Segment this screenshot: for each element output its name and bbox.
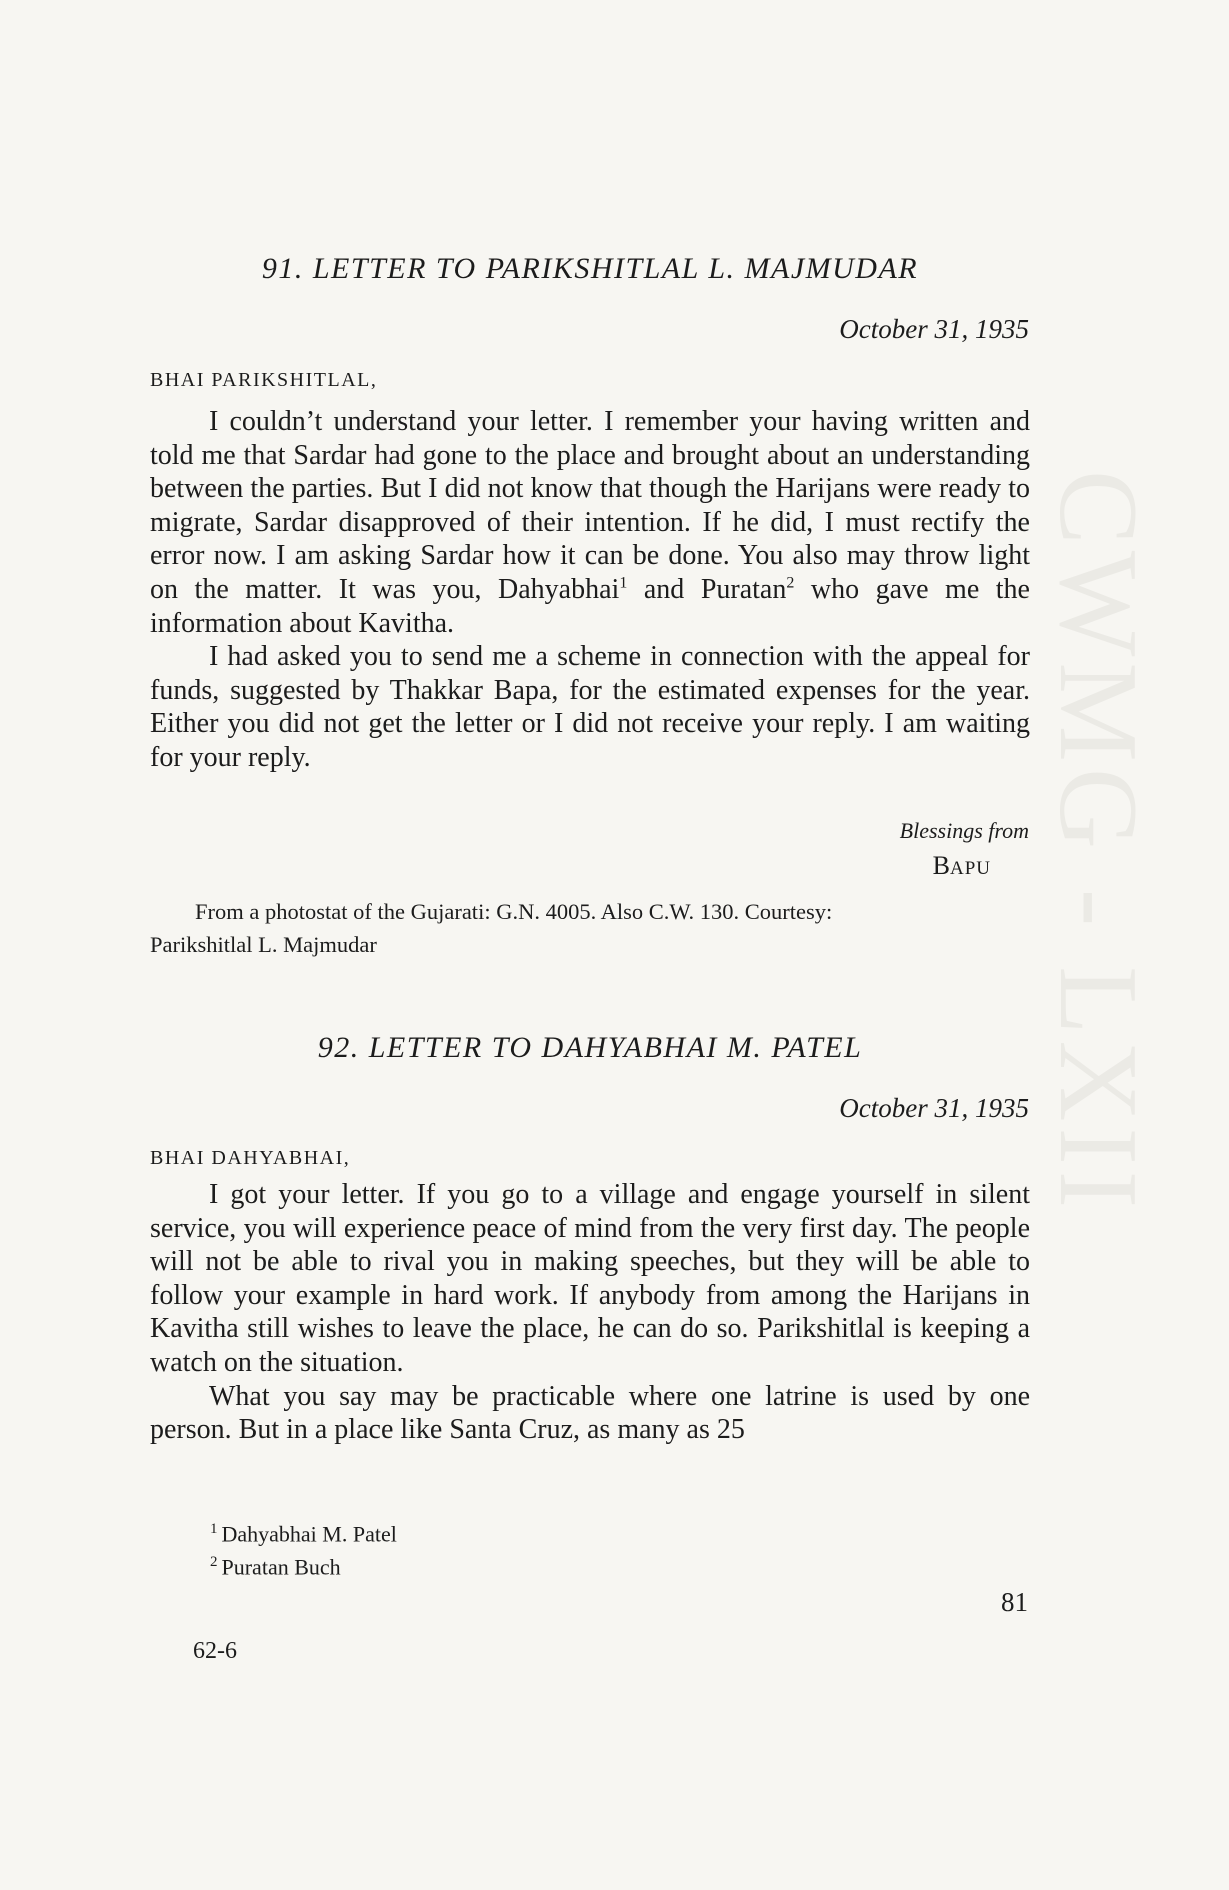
footnote-ref-2: 2 [786, 574, 795, 592]
letter-92-paragraph-2: What you say may be practicable where one latrine is used by one person. But in a place like Santa Cruz, as many as 25 [150, 1380, 1030, 1446]
closing-blessings: Blessings from [899, 818, 1029, 843]
letter-92-heading: 92. LETTER TO DAHYABHAI M. PATEL [317, 1031, 863, 1064]
letter-91-paragraph-1: I couldn’t understand your letter. I remember your having written and told me that Sardar had gone to the place and brought about an understanding between the parties. But I did not know that though the Harijans were ready to migrate, Sardar disapproved of their intention. If he did, I must rectify the error now. I am asking Sardar how it can be done. You also may throw light on the matter. It was you, Dahyabhai$^1$ and Puratan$^2$ who gave me the information about Kavitha. [150, 406, 1030, 639]
letter-92-body [150, 1178, 1030, 1447]
letter-92-date: October 31, 1935 [839, 1093, 1029, 1123]
footnotes [210, 1515, 397, 1582]
footnote-ref-1: 1 [619, 574, 628, 592]
source-line-1: From a photostat of the Gujarati: G.N. 4005. Also C.W. 130. Courtesy: [195, 899, 833, 924]
watermark-text: CWMG - LXII [1036, 470, 1160, 1215]
letter-91-date: October 31, 1935 [839, 314, 1029, 344]
letter-91-source-note [150, 895, 1030, 961]
letter-91-salutation: BHAI PARIKSHITLAL, [150, 369, 378, 391]
printer-signature-mark: 62-6 [193, 1638, 237, 1664]
letter-92-salutation: BHAI DAHYABHAI, [150, 1147, 351, 1169]
footnote-1: $^1$ Dahyabhai M. Patel [210, 1521, 397, 1547]
letter-91-heading: 91. LETTER TO PARIKSHITLAL L. MAJMUDAR [261, 252, 919, 285]
signature-bapu: BAPU [932, 851, 991, 880]
source-line-2: Parikshitlal L. Majmudar [150, 932, 377, 957]
page-number: 81 [1001, 1587, 1028, 1617]
letter-91-body [150, 405, 1030, 775]
letter-91-paragraph-2: I had asked you to send me a scheme in connection with the appeal for funds, suggested by Thakkar Bapa, for the estimated expenses for the year. Either you did not get the letter or I did not receive your reply. I am waiting for your reply. [150, 641, 1030, 773]
letter-92-paragraph-1: I got your letter. If you go to a village and engage yourself in silent service, you will experience peace of mind from the very first day. The people will not be able to rival you in making speeches, but they will be able to follow your example in hard work. If anybody from among the Harijans in Kavitha still wishes to leave the place, he can do so. Parikshitlal is keeping a watch on the situation. [150, 1179, 1030, 1378]
footnote-2: $^2$ Puratan Buch [210, 1554, 341, 1580]
letter-91-closing [900, 816, 1029, 889]
